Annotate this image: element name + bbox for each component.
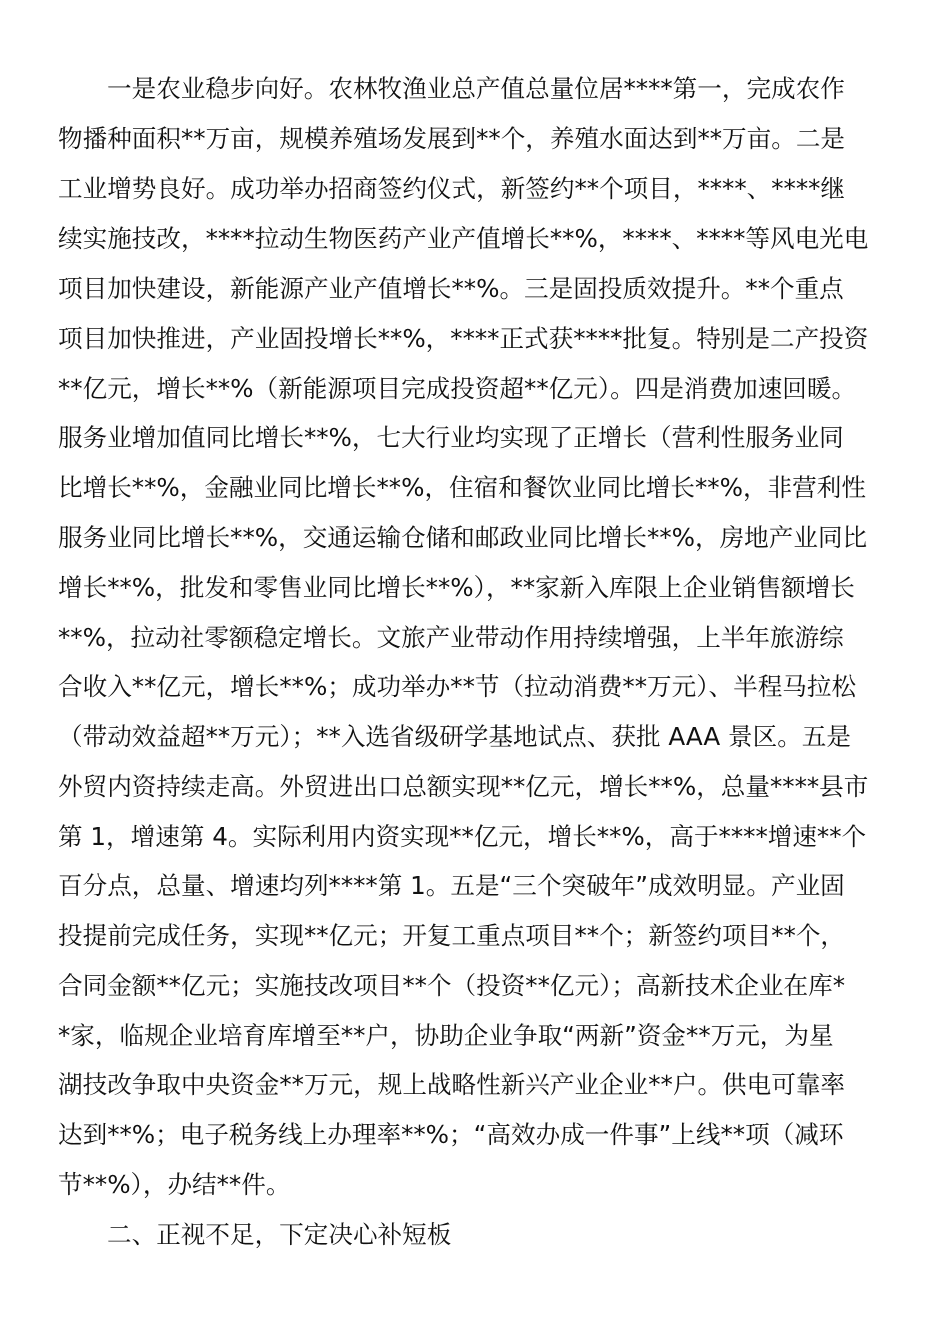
paragraph-line: 合收入**亿元，增长**%；成功举办**节（拉动消费**万元）、半程马拉松 [58, 672, 857, 701]
paragraph-line: **亿元，增长**%（新能源项目完成投资超**亿元）。四是消费加速回暖。 [58, 374, 857, 403]
paragraph-line: 服务业同比增长**%，交通运输仓储和邮政业同比增长**%，房地产业同比 [58, 523, 868, 552]
paragraph-line: 项目加快推进，产业固投增长**%，****正式获****批复。特别是二产投资 [58, 324, 869, 353]
paragraph-line: 项目加快建设，新能源产业产值增长**%。三是固投质效提升。**个重点 [58, 274, 844, 303]
paragraph-line: 增长**%，批发和零售业同比增长**%），**家新入库限上企业销售额增长 [58, 573, 855, 602]
paragraph-line: 节**%），办结**件。 [58, 1170, 291, 1199]
paragraph-line: 工业增势良好。成功举办招商签约仪式，新签约**个项目，****、****继 [58, 174, 846, 203]
paragraph-line: 物播种面积**万亩，规模养殖场发展到**个，养殖水面达到**万亩。二是 [58, 124, 846, 153]
paragraph-line: 外贸内资持续走高。外贸进出口总额实现**亿元，增长**%，总量****县市 [58, 772, 869, 801]
paragraph-line: （带动效益超**万元）；**入选省级研学基地试点、获批 AAA 景区。五是 [58, 722, 851, 751]
paragraph-line: 百分点，总量、增速均列****第 1。五是“三个突破年”成效明显。产业固 [58, 871, 845, 900]
paragraph-line: **%，拉动社零额稳定增长。文旅产业带动作用持续增强，上半年旅游综 [58, 623, 844, 652]
paragraph-line: 比增长**%，金融业同比增长**%，住宿和餐饮业同比增长**%，非营利性 [58, 473, 866, 502]
paragraph-line: 第 1，增速第 4。实际利用内资实现**亿元，增长**%，高于****增速**个 [58, 822, 867, 851]
paragraph-line: 一是农业稳步向好。农林牧渔业总产值总量位居****第一，完成农作 [107, 74, 845, 103]
paragraph-line: 服务业增加值同比增长**%，七大行业均实现了正增长（营利性服务业同 [58, 423, 844, 452]
paragraph-line: *家，临规企业培育库增至**户，协助企业争取“两新”资金**万元，为星 [58, 1021, 834, 1050]
section-heading: 二、正视不足，下定决心补短板 [107, 1220, 452, 1249]
paragraph-line: 续实施技改，****拉动生物医药产业产值增长**%，****、****等风电光电 [58, 224, 869, 253]
paragraph-line: 合同金额**亿元；实施技改项目**个（投资**亿元）；高新技术企业在库* [58, 971, 845, 1000]
paragraph-line: 投提前完成任务，实现**亿元；开复工重点项目**个；新签约项目**个， [58, 921, 846, 950]
paragraph-line: 湖技改争取中央资金**万元，规上战略性新兴产业企业**户。供电可靠率 [58, 1070, 846, 1099]
paragraph-line: 达到**%；电子税务线上办理率**%；“高效办成一件事”上线**项（减环 [58, 1120, 844, 1149]
